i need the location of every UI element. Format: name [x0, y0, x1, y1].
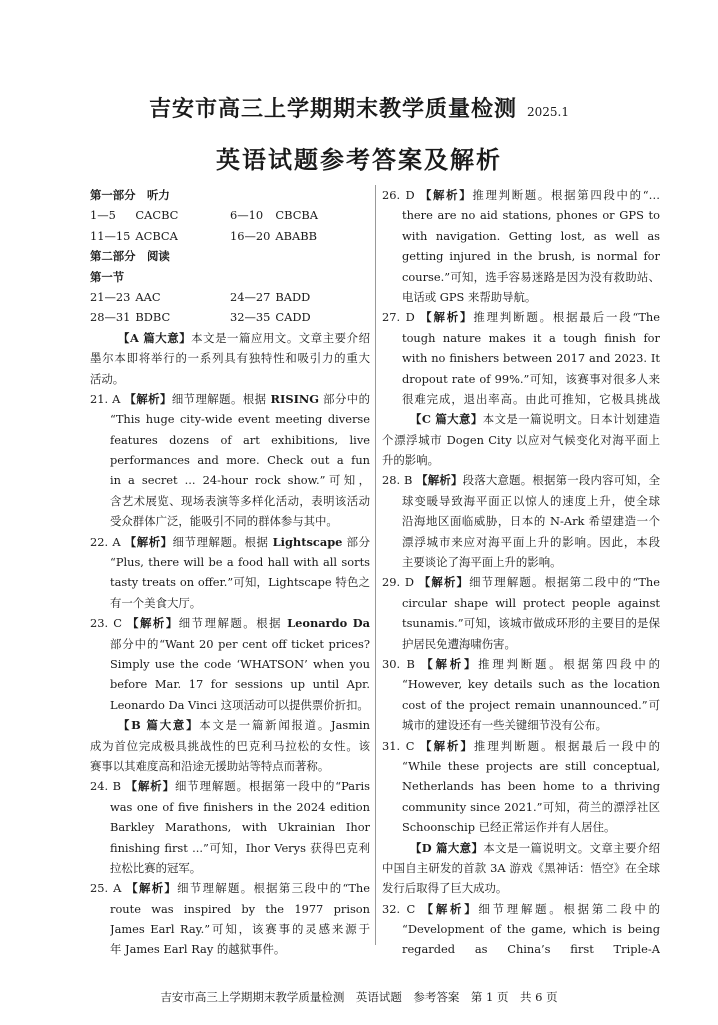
text-line: “While these projects are still conceptual, [402, 758, 660, 773]
question-range: 24—27 [230, 289, 271, 304]
text-line: 赛事以其难度高和沿途无援助站等特点而著称。 [90, 758, 330, 773]
text-line: 32. C 【解析】细节理解题。根据第二段中的 [382, 901, 660, 916]
passage-summary [382, 838, 660, 899]
text-line: before Mar. 17 for sessions up until Apr. [110, 677, 370, 692]
passage-summary [90, 715, 370, 776]
text-line: tsunamis.”可知，该城市做成环形的主要目的是保 [402, 616, 660, 631]
answer-explanation [382, 185, 660, 307]
text-line: 护居民免遭海啸伤害。 [402, 636, 516, 651]
text-line: 主要谈论了海平面上升的影响。 [402, 555, 562, 570]
answer-explanation [382, 654, 660, 736]
text-line: cost of the project remain unannounced.”可 [402, 697, 660, 712]
title-text: 吉安市高三上学期期末教学质量检测 [148, 96, 517, 122]
answer-explanation [382, 572, 660, 654]
answer-row [90, 205, 370, 225]
bold-term: Leonardo Da [287, 616, 370, 631]
answer-key: CADD [275, 310, 311, 325]
answer-key: ABABB [275, 228, 317, 243]
text-line: Schoonschip 已经正常运作并有人居住。 [402, 820, 616, 835]
label-tag: 【解析】 [125, 779, 175, 794]
text-line: community since 2021.”可知，荷兰的漂浮社区 [402, 799, 660, 814]
answer-key: ACBCA [135, 228, 178, 243]
text-line: with navigation. Getting lost, as well as [402, 228, 660, 243]
text-line: 30. B 【解析】推理判断题。根据第四段中的 [382, 656, 660, 671]
answer-key: BDBC [135, 310, 171, 325]
label-tag: 【解析】 [419, 188, 473, 202]
question-range: 21—23 [90, 289, 131, 304]
label-tag: 【解析】 [421, 901, 479, 916]
page-footer: 吉安市高三上学期期末教学质量检测 英语试题 参考答案 第 1 页 共 6 页 [160, 990, 558, 1004]
answer-key: CACBC [135, 208, 179, 223]
answer-explanation [382, 736, 660, 838]
text-line: with no finishers between 2017 and 2023. It [402, 351, 660, 366]
text-line: “However, key details such as the location [402, 677, 660, 692]
text-line: course.”可知，选手容易迷路是因为没有救助站、 [402, 269, 660, 284]
text-line: 【B 篇大意】本文是一篇新闻报道。Jasmin [118, 718, 370, 733]
text-line: 成为首位完成极具挑战性的巴克利马拉松的女性。该 [90, 738, 370, 753]
label-tag: 【A 篇大意】 [118, 330, 192, 345]
answer-key: BADD [275, 289, 311, 304]
section-heading: 第一节 [90, 269, 125, 284]
text-line: tasty treats on offer.”可知，Lightscape 特色之 [110, 575, 370, 590]
label-tag: 【解析】 [421, 656, 479, 671]
label-tag: 【B 篇大意】 [118, 718, 200, 733]
label-tag: 【解析】 [127, 616, 179, 631]
text-line: 27. D 【解析】推理判断题。根据最后一段“The [382, 310, 660, 325]
label-tag: 【解析】 [126, 881, 178, 896]
answer-row [90, 226, 370, 246]
answer-row [90, 307, 370, 327]
text-line: circular shape will protect people against [402, 595, 660, 610]
text-line: 拉松比赛的冠军。 [110, 860, 202, 875]
answer-explanation [90, 389, 370, 532]
text-line: 24. B 【解析】细节理解题。根据第一段中的“Paris [90, 779, 370, 794]
text-line: 29. D 【解析】细节理解题。根据第二段中的“The [382, 575, 660, 590]
text-line: in a secret ... 24-hour rock show.”可知， [110, 473, 370, 488]
text-line: 个漂浮城市 Dogen City 以应对气候变化对海平面上 [382, 432, 660, 447]
text-line: Simply use the code ‘WHATSON’ when you [110, 656, 370, 671]
text-line: 部分中的“Want 20 per cent off ticket prices? [110, 636, 370, 651]
question-range: 16—20 [230, 228, 271, 243]
answer-explanation [90, 613, 370, 715]
text-line: was one of five finishers in the 2024 edition [110, 799, 370, 814]
text-line: 沿海地区面临威胁，日本的 N-Ark 希望建造一个 [402, 514, 660, 529]
answer-explanation [382, 307, 660, 409]
text-line: features dozens of art exhibitions, live [110, 432, 370, 447]
label-tag: 【解析】 [124, 391, 172, 406]
right-column [382, 185, 660, 960]
answer-explanation [90, 776, 370, 878]
text-line: 中国自主研发的首款 3A 游戏《黑神话：悟空》在全球 [382, 860, 660, 875]
text-line: 28. B 【解析】段落大意题。根据第一段内容可知，全 [382, 473, 660, 488]
answer-explanation [382, 899, 660, 960]
passage-summary [90, 328, 370, 389]
text-line: 漂浮城市来应对海平面上升的影响。因此，本段 [402, 534, 660, 549]
text-line: 年 James Earl Ray 的越狱事件。 [110, 942, 286, 957]
text-line: 26. D 【解析】推理判断题。根据第四段中的“… [382, 188, 660, 202]
text-line: 23. C 【解析】细节理解题。根据 Leonardo Da [90, 613, 370, 633]
text-line: 有一个美食大厅。 [110, 595, 202, 610]
text-line: there are no aid stations, phones or GPS to [402, 208, 660, 223]
label-tag: 【D 篇大意】 [410, 840, 484, 855]
text-line: 【A 篇大意】本文是一篇应用文。文章主要介绍 [118, 330, 370, 345]
section-heading: 第二部分 阅读 [90, 249, 170, 264]
text-line: “This huge city-wide event meeting diverse [110, 412, 370, 427]
label-tag: 【解析】 [124, 534, 173, 549]
answer-row [90, 287, 370, 307]
text-line: 升的影响。 [382, 453, 439, 468]
label-tag: 【解析】 [420, 310, 474, 325]
section-heading: 第一部分 听力 [90, 188, 170, 202]
document-title [0, 92, 718, 123]
bold-term: Lightscape [272, 534, 343, 549]
text-line: 很难完成，退出率高。由此可推知，它极具挑战 [402, 391, 660, 406]
text-line: 活动。 [90, 371, 125, 386]
question-range: 28—31 [90, 310, 131, 325]
text-line: performances and more. Check out a fun [110, 453, 370, 468]
text-line: finishing first ...”可知，Ihor Verys 获得巴克利 [110, 840, 370, 855]
answer-key: CBCBA [275, 208, 319, 223]
text-line: Barkley Marathons, with Ukrainian Ihor [110, 820, 370, 835]
text-line: 球变暖导致海平面正以惊人的速度上升，使全球 [402, 493, 660, 508]
text-line: 受众群体广泛，能吸引不同的群体参与其中。 [110, 514, 338, 529]
answer-explanation [382, 470, 660, 572]
exam-date: 2025.1 [527, 105, 569, 119]
text-line: dropout rate of 99%.”可知，该赛事对很多人来 [402, 371, 660, 386]
answer-explanation [90, 878, 370, 960]
column-divider [375, 185, 376, 945]
bold-term: RISING [270, 391, 320, 406]
answer-key: AAC [135, 289, 161, 304]
text-line: 城市的建设还有一些关键细节没有公布。 [402, 718, 608, 733]
text-line: “Development of the game, which is being [402, 922, 660, 937]
text-line: 含艺术展览、现场表演等多样化活动，表明该活动 [110, 493, 370, 508]
text-line: 25. A 【解析】细节理解题。根据第三段中的“The [90, 881, 370, 896]
text-line: “Plus, there will be a food hall with all sorts [110, 555, 370, 570]
question-range: 11—15 [90, 228, 131, 243]
text-line: 21. A 【解析】细节理解题。根据 RISING 部分中的 [90, 391, 370, 406]
text-line: Leonardo Da Vinci 这项活动可以提供票价折扣。 [110, 697, 369, 712]
text-line: getting injured in the brush, is normal for [402, 249, 660, 264]
question-range: 1—5 [90, 208, 116, 223]
text-line: James Earl Ray.”可知，该赛事的灵感来源于 [110, 922, 370, 937]
text-line: 【D 篇大意】本文是一篇说明文。文章主要介绍 [410, 840, 660, 855]
text-line: 电话或 GPS 来帮助导航。 [402, 289, 537, 304]
label-tag: 【解析】 [416, 473, 463, 488]
text-line: tough nature makes it a tough finish for [402, 330, 660, 345]
text-line: 31. C 【解析】推理判断题。根据最后一段中的 [382, 738, 660, 753]
label-tag: 【解析】 [418, 575, 470, 590]
label-tag: 【C 篇大意】 [410, 412, 483, 427]
text-line: 发行后取得了巨大成功。 [382, 881, 508, 896]
answer-explanation [90, 532, 370, 614]
text-line: route was inspired by the 1977 prison [110, 901, 370, 916]
question-range: 32—35 [230, 310, 271, 325]
question-range: 6—10 [230, 208, 264, 223]
text-line: 【C 篇大意】本文是一篇说明文。日本计划建造 [410, 412, 660, 427]
text-line: 墨尔本即将举行的一系列具有独特性和吸引力的重大 [90, 351, 370, 366]
text-line: 22. A 【解析】细节理解题。根据 Lightscape 部分 [90, 534, 370, 549]
passage-summary [382, 409, 660, 470]
label-tag: 【解析】 [420, 738, 474, 753]
document-subtitle: 英语试题参考答案及解析 [216, 145, 502, 174]
text-line: Netherlands has been home to a thriving [402, 779, 660, 794]
left-column [90, 185, 370, 960]
text-line: regarded as China’s first Triple-A [402, 942, 660, 957]
